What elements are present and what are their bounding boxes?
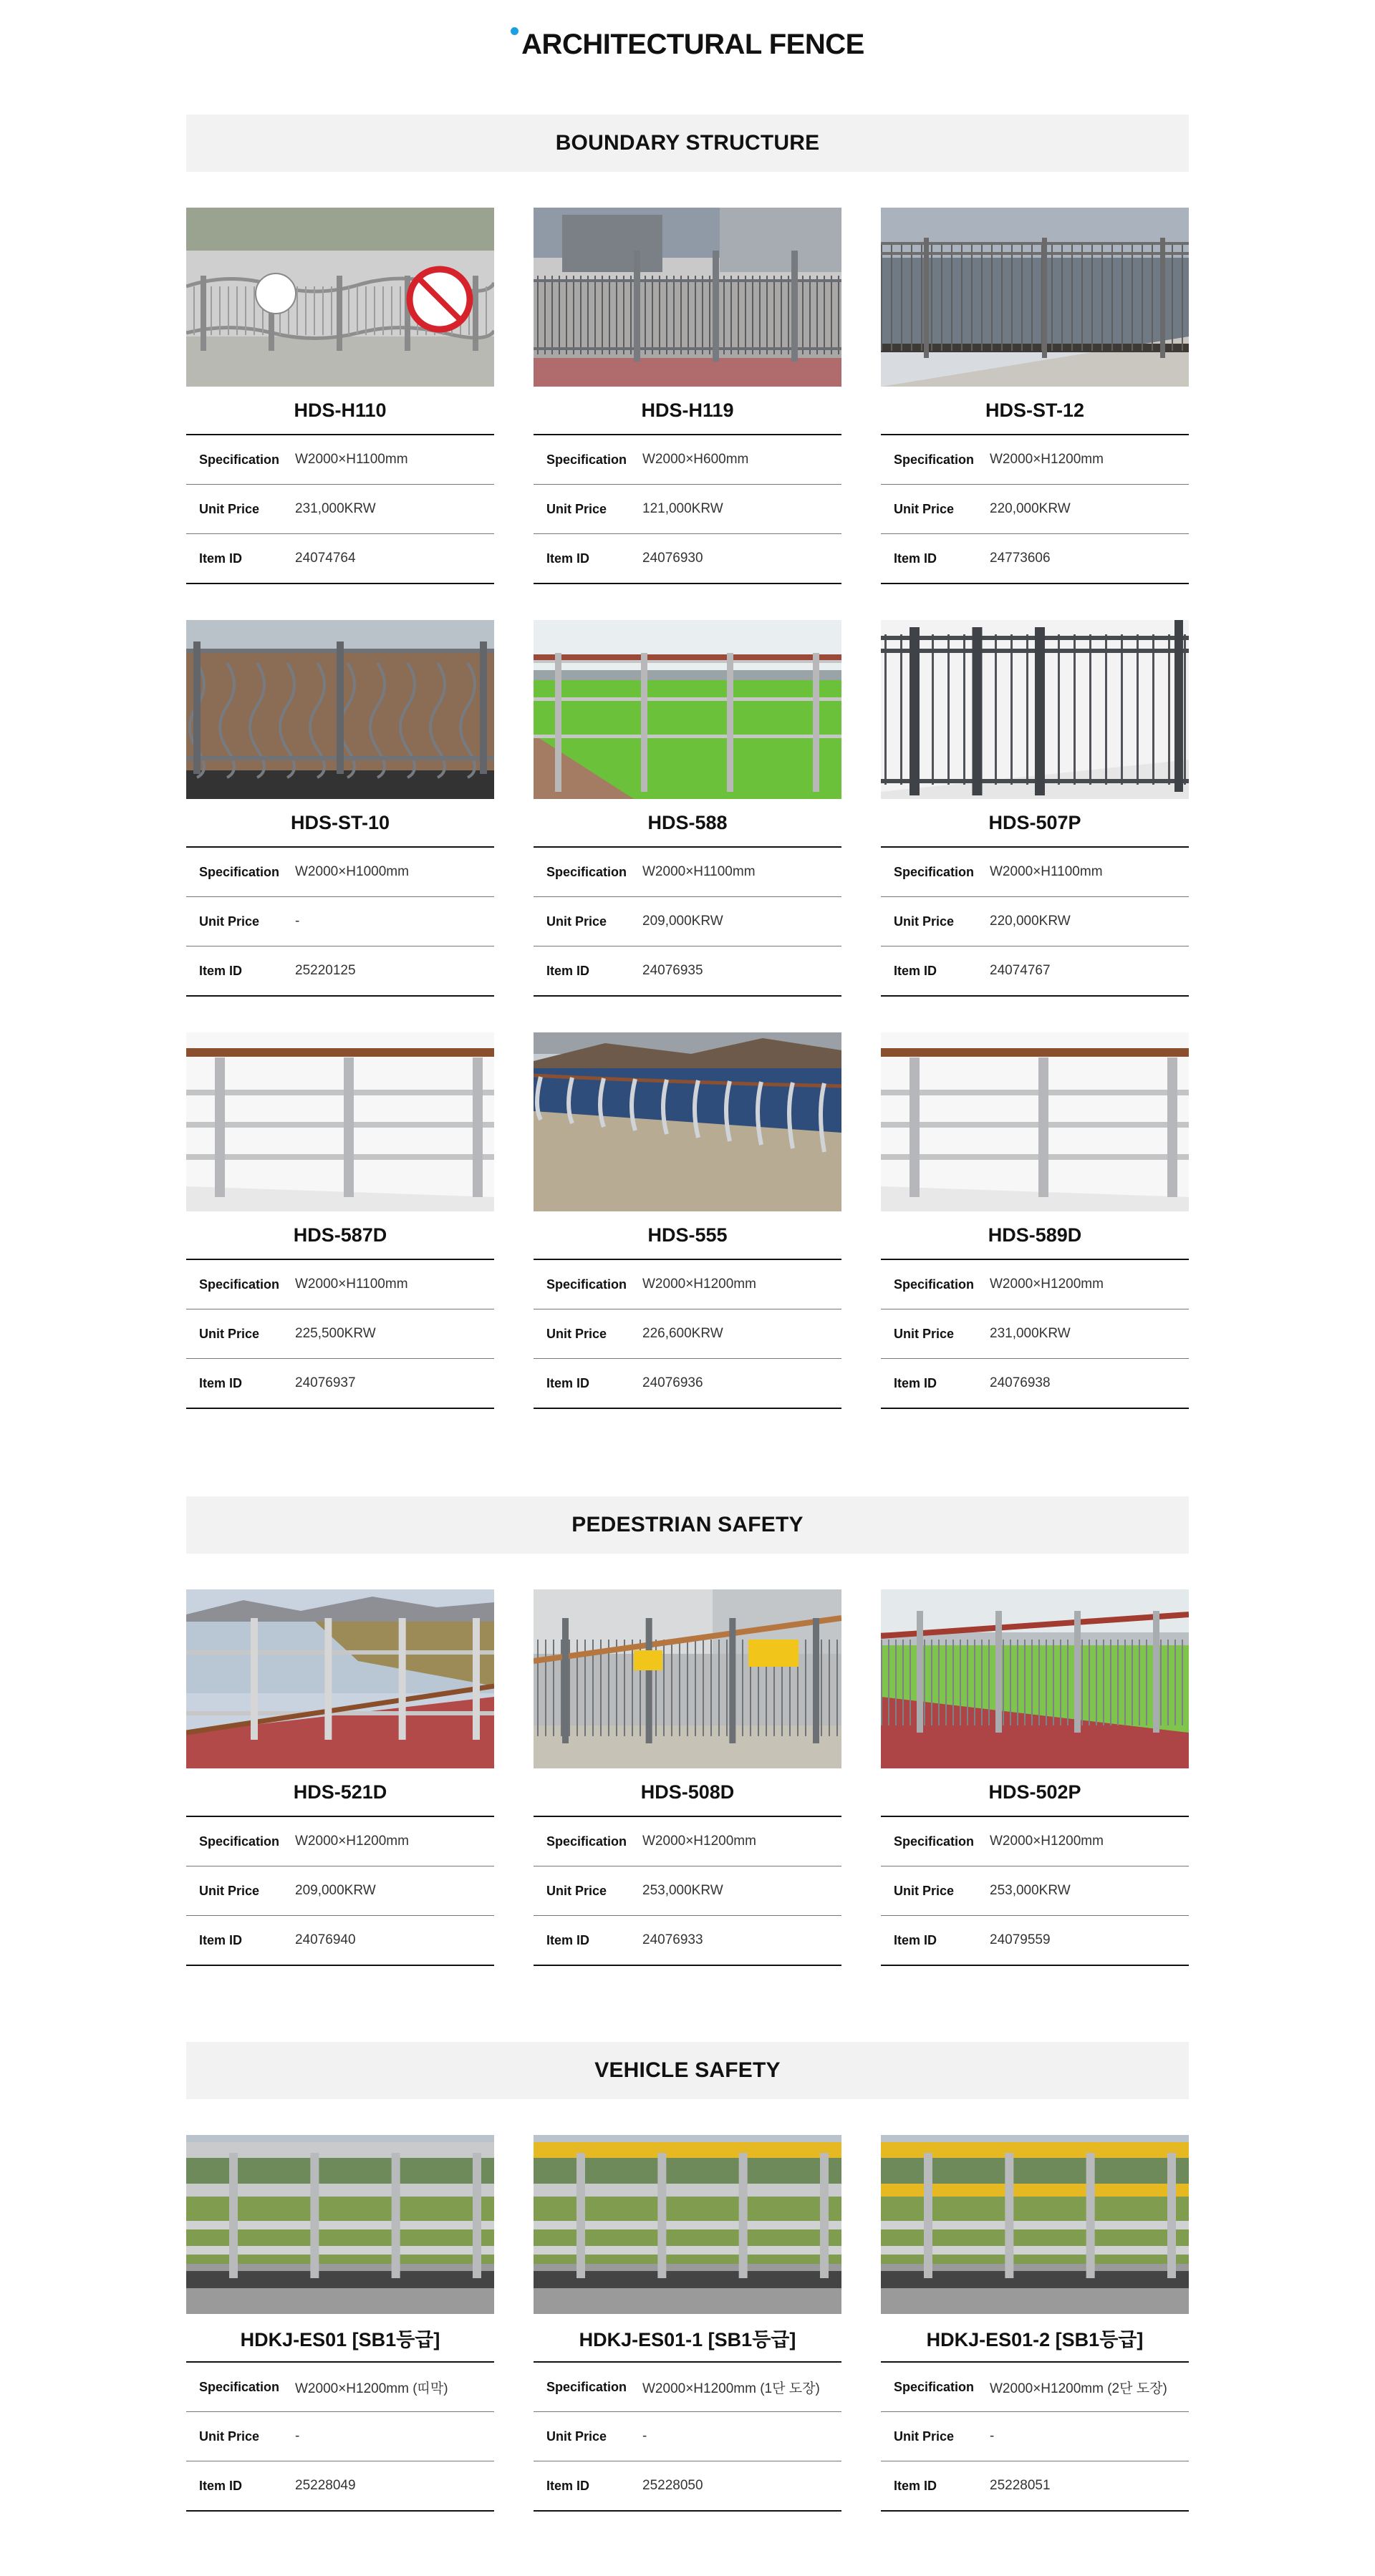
spec-value: W2000×H1200mm (1단 도장)	[642, 2381, 820, 2396]
item-id-label: Item ID	[546, 551, 590, 566]
product-grid	[186, 1589, 1189, 1966]
spec-label: Specification	[199, 1277, 280, 1292]
product-model-name: HDS-521D	[293, 1781, 387, 1803]
product-card[interactable]	[881, 2135, 1189, 2512]
spec-row-item-id	[186, 533, 494, 583]
spec-row-item-id	[186, 1358, 494, 1408]
spec-row-unit-price	[186, 1866, 494, 1915]
item-id-label: Item ID	[546, 1932, 590, 1947]
spec-row-specification	[881, 848, 1189, 896]
price-value: 209,000KRW	[295, 1883, 376, 1898]
spec-label: Specification	[199, 2379, 280, 2394]
spec-table	[186, 846, 494, 997]
item-id-label: Item ID	[894, 963, 937, 978]
price-label: Unit Price	[894, 914, 955, 929]
item-id-value: 25220125	[295, 963, 356, 978]
product-card[interactable]	[881, 208, 1189, 584]
spec-row-unit-price	[186, 484, 494, 533]
item-id-value: 24076938	[990, 1375, 1051, 1390]
item-id-label: Item ID	[199, 551, 243, 566]
item-id-label: Item ID	[894, 1932, 937, 1947]
product-photo[interactable]	[881, 1032, 1189, 1211]
item-id-label: Item ID	[894, 1375, 937, 1390]
price-value: -	[642, 2429, 647, 2444]
spec-row-specification	[534, 848, 841, 896]
spec-value: W2000×H1200mm	[990, 1834, 1104, 1849]
spec-table	[186, 434, 494, 584]
section-title: BOUNDARY STRUCTURE	[186, 115, 1189, 172]
section-vehicle-safety	[186, 2042, 1189, 2512]
price-label: Unit Price	[199, 2429, 260, 2444]
price-label: Unit Price	[894, 501, 955, 516]
price-value: 121,000KRW	[642, 501, 723, 516]
item-id-value: 24074764	[295, 551, 356, 566]
spec-label: Specification	[894, 2379, 975, 2394]
item-id-value: 24076937	[295, 1375, 356, 1390]
item-id-label: Item ID	[894, 551, 937, 566]
spec-row-specification	[881, 1260, 1189, 1309]
spec-row-item-id	[534, 1358, 841, 1408]
price-value: 209,000KRW	[642, 914, 723, 929]
product-photo[interactable]	[534, 1032, 841, 1211]
spec-value: W2000×H1200mm	[990, 452, 1104, 467]
spec-row-item-id	[534, 533, 841, 583]
spec-label: Specification	[546, 1834, 627, 1849]
spec-table	[186, 1259, 494, 1409]
spec-row-specification	[186, 435, 494, 484]
spec-row-unit-price	[534, 896, 841, 946]
spec-row-item-id	[881, 1915, 1189, 1965]
section-boundary-structure	[186, 115, 1189, 1409]
price-value: 220,000KRW	[990, 501, 1071, 516]
product-model-name: HDS-ST-12	[985, 399, 1085, 421]
product-photo[interactable]	[186, 208, 494, 387]
product-card[interactable]	[186, 2135, 494, 2512]
product-model-name: HDKJ-ES01 [SB1등급]	[240, 2328, 440, 2350]
spec-row-item-id	[881, 533, 1189, 583]
spec-row-specification	[881, 1817, 1189, 1866]
product-photo[interactable]	[534, 208, 841, 387]
price-value: -	[990, 2429, 995, 2444]
item-id-value: 24076933	[642, 1932, 703, 1947]
product-photo[interactable]	[534, 620, 841, 799]
spec-row-unit-price	[881, 484, 1189, 533]
spec-row-item-id	[186, 946, 494, 995]
product-card[interactable]	[186, 1589, 494, 1966]
spec-row-unit-price	[534, 1309, 841, 1358]
spec-label: Specification	[894, 864, 975, 879]
item-id-value: 24076935	[642, 963, 703, 978]
price-label: Unit Price	[546, 2429, 607, 2444]
item-id-label: Item ID	[546, 1375, 590, 1390]
spec-row-unit-price	[186, 2411, 494, 2461]
spec-label: Specification	[199, 452, 280, 467]
product-model-name: HDS-502P	[988, 1781, 1081, 1803]
spec-table	[186, 1816, 494, 1966]
item-id-value: 24074767	[990, 963, 1051, 978]
spec-row-item-id	[534, 946, 841, 995]
product-photo[interactable]	[534, 2135, 841, 2314]
spec-label: Specification	[199, 864, 280, 879]
spec-row-item-id	[186, 1915, 494, 1965]
spec-value: W2000×H1100mm	[295, 1277, 408, 1292]
price-label: Unit Price	[199, 1326, 260, 1341]
spec-row-unit-price	[534, 1866, 841, 1915]
price-label: Unit Price	[894, 2429, 955, 2444]
spec-label: Specification	[546, 1277, 627, 1292]
spec-row-unit-price	[534, 484, 841, 533]
item-id-value: 25228051	[990, 2478, 1051, 2493]
product-grid	[186, 2135, 1189, 2512]
item-id-value: 24076936	[642, 1375, 703, 1390]
product-photo[interactable]	[186, 1032, 494, 1211]
product-photo[interactable]	[881, 1589, 1189, 1768]
price-label: Unit Price	[199, 1883, 260, 1898]
spec-table	[534, 434, 841, 584]
spec-row-specification	[534, 435, 841, 484]
product-model-name: HDS-508D	[640, 1781, 735, 1803]
product-card[interactable]	[186, 1032, 494, 1409]
spec-table	[881, 1259, 1189, 1409]
product-model-name: HDS-587D	[293, 1224, 387, 1246]
price-label: Unit Price	[199, 914, 260, 929]
product-model-name: HDS-588	[647, 811, 728, 833]
product-photo[interactable]	[534, 1589, 841, 1768]
product-model-name: HDKJ-ES01-1 [SB1등급]	[579, 2328, 796, 2350]
spec-table	[534, 1259, 841, 1409]
product-card[interactable]	[881, 1589, 1189, 1966]
price-value: 220,000KRW	[990, 914, 1071, 929]
spec-row-item-id	[881, 2461, 1189, 2510]
spec-table	[534, 1816, 841, 1966]
product-card[interactable]	[186, 620, 494, 997]
spec-row-specification	[534, 1817, 841, 1866]
product-model-name: HDS-555	[647, 1224, 728, 1246]
spec-row-unit-price	[881, 2411, 1189, 2461]
spec-row-specification	[186, 848, 494, 896]
price-label: Unit Price	[894, 1883, 955, 1898]
spec-row-specification	[534, 1260, 841, 1309]
product-photo[interactable]	[186, 1589, 494, 1768]
page-title: ARCHITECTURAL FENCE	[0, 27, 1375, 62]
title-dot-icon	[511, 27, 518, 35]
product-photo[interactable]	[881, 208, 1189, 387]
spec-row-unit-price	[881, 1866, 1189, 1915]
spec-value: W2000×H1200mm	[295, 1834, 409, 1849]
spec-label: Specification	[546, 864, 627, 879]
price-label: Unit Price	[546, 1883, 607, 1898]
spec-row-specification	[186, 1817, 494, 1866]
price-label: Unit Price	[894, 1326, 955, 1341]
spec-row-specification	[881, 2363, 1189, 2411]
spec-row-specification	[534, 2363, 841, 2411]
price-label: Unit Price	[546, 501, 607, 516]
product-photo[interactable]	[186, 2135, 494, 2314]
spec-table	[186, 2361, 494, 2512]
item-id-label: Item ID	[199, 1375, 243, 1390]
product-model-name: HDS-507P	[988, 811, 1081, 833]
spec-row-item-id	[534, 2461, 841, 2510]
spec-label: Specification	[894, 1277, 975, 1292]
spec-row-specification	[186, 2363, 494, 2411]
spec-label: Specification	[546, 2379, 627, 2394]
spec-value: W2000×H1100mm	[990, 864, 1103, 879]
product-card[interactable]	[534, 2135, 841, 2512]
spec-value: W2000×H1200mm (띠막)	[295, 2381, 448, 2396]
price-label: Unit Price	[546, 1326, 607, 1341]
spec-row-item-id	[186, 2461, 494, 2510]
item-id-label: Item ID	[199, 2478, 243, 2493]
spec-row-unit-price	[186, 1309, 494, 1358]
spec-label: Specification	[894, 452, 975, 467]
item-id-value: 24076940	[295, 1932, 356, 1947]
price-value: 231,000KRW	[295, 501, 376, 516]
spec-table	[534, 2361, 841, 2512]
spec-table	[881, 434, 1189, 584]
spec-value: W2000×H1000mm	[295, 864, 409, 879]
spec-table	[881, 846, 1189, 997]
price-value: 226,600KRW	[642, 1326, 723, 1341]
spec-row-unit-price	[881, 896, 1189, 946]
product-card[interactable]	[186, 208, 494, 584]
spec-value: W2000×H1200mm	[642, 1277, 756, 1292]
spec-label: Specification	[894, 1834, 975, 1849]
item-id-label: Item ID	[546, 2478, 590, 2493]
spec-table	[534, 846, 841, 997]
product-model-name: HDKJ-ES01-2 [SB1등급]	[926, 2328, 1144, 2350]
product-model-name: HDS-ST-10	[290, 811, 390, 833]
spec-row-specification	[881, 435, 1189, 484]
product-card[interactable]	[534, 208, 841, 584]
spec-row-specification	[186, 1260, 494, 1309]
product-card[interactable]	[534, 1589, 841, 1966]
spec-row-unit-price	[186, 896, 494, 946]
price-value: 225,500KRW	[295, 1326, 376, 1341]
product-photo[interactable]	[881, 620, 1189, 799]
spec-row-item-id	[881, 1358, 1189, 1408]
spec-value: W2000×H1200mm	[642, 1834, 756, 1849]
product-model-name: HDS-H119	[641, 399, 734, 421]
spec-row-unit-price	[881, 1309, 1189, 1358]
spec-table	[881, 2361, 1189, 2512]
price-label: Unit Price	[199, 501, 260, 516]
price-value: -	[295, 2429, 300, 2444]
item-id-label: Item ID	[199, 963, 243, 978]
spec-table	[881, 1816, 1189, 1966]
spec-row-unit-price	[534, 2411, 841, 2461]
item-id-label: Item ID	[894, 2478, 937, 2493]
spec-value: W2000×H600mm	[642, 452, 749, 467]
price-value: 253,000KRW	[642, 1883, 723, 1898]
product-card[interactable]	[534, 620, 841, 997]
product-card[interactable]	[881, 620, 1189, 997]
spec-row-item-id	[534, 1915, 841, 1965]
section-title: PEDESTRIAN SAFETY	[186, 1496, 1189, 1554]
item-id-value: 24079559	[990, 1932, 1051, 1947]
price-value: 231,000KRW	[990, 1326, 1071, 1341]
price-value: -	[295, 914, 300, 929]
spec-value: W2000×H1100mm	[295, 452, 408, 467]
spec-label: Specification	[546, 452, 627, 467]
item-id-value: 24773606	[990, 551, 1051, 566]
product-grid	[186, 208, 1189, 1409]
section-title: VEHICLE SAFETY	[186, 2042, 1189, 2099]
item-id-value: 25228050	[642, 2478, 703, 2493]
item-id-value: 24076930	[642, 551, 703, 566]
spec-value: W2000×H1100mm	[642, 864, 756, 879]
item-id-label: Item ID	[546, 963, 590, 978]
spec-row-item-id	[881, 946, 1189, 995]
item-id-value: 25228049	[295, 2478, 356, 2493]
product-card[interactable]	[534, 1032, 841, 1409]
price-label: Unit Price	[546, 914, 607, 929]
section-pedestrian-safety	[186, 1496, 1189, 1966]
product-card[interactable]	[881, 1032, 1189, 1409]
spec-value: W2000×H1200mm	[990, 1277, 1104, 1292]
product-photo[interactable]	[881, 2135, 1189, 2314]
product-model-name: HDS-H110	[294, 399, 387, 421]
price-value: 253,000KRW	[990, 1883, 1071, 1898]
product-photo[interactable]	[186, 620, 494, 799]
spec-value: W2000×H1200mm (2단 도장)	[990, 2381, 1167, 2396]
item-id-label: Item ID	[199, 1932, 243, 1947]
spec-label: Specification	[199, 1834, 280, 1849]
product-model-name: HDS-589D	[988, 1224, 1082, 1246]
